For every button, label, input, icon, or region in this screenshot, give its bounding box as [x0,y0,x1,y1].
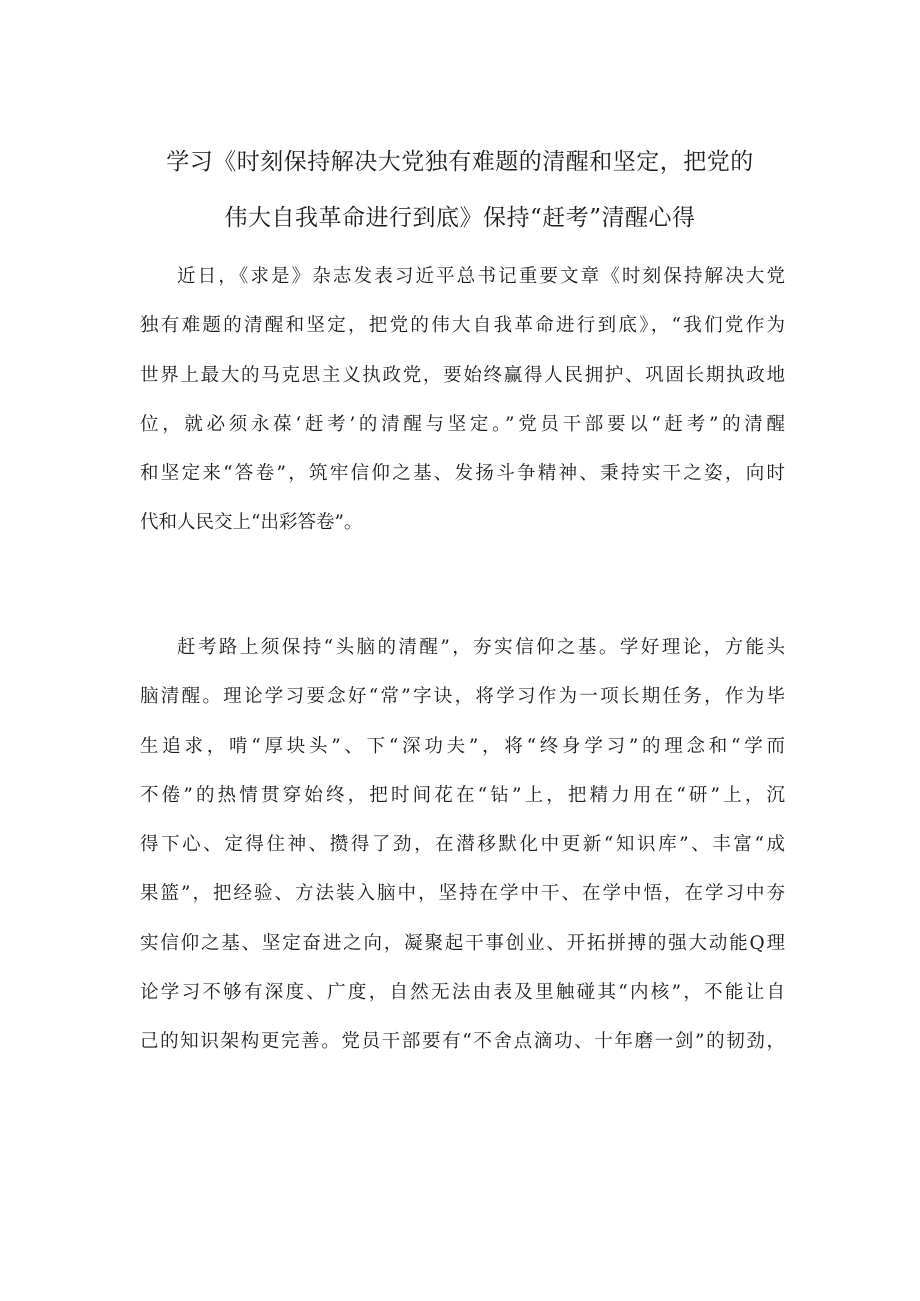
paragraph-1 [140,252,785,548]
paragraph-line: 生追求，啃“厚块头”、下“深功夫”，将“终身学习”的理念和“学而 [140,735,785,757]
paragraph-line: 脑清醒。理论学习要念好“常”字诀，将学习作为一项长期任务，作为毕 [140,686,785,708]
paragraph-line: 近日，《求是》杂志发表习近平总书记重要文章《时刻保持解决大党 [177,266,785,287]
paragraph-line: 独有难题的清醒和坚定，把党的伟大自我革命进行到底》，“我们党作为 [140,315,785,337]
paragraph-line: 和坚定来“答卷”，筑牢信仰之基、发扬斗争精神、秉持实干之姿，向时 [140,463,785,485]
paragraph-2 [140,623,785,1067]
paragraph-line: 赶考路上须保持“头脑的清醒”，夯实信仰之基。学好理论，方能头 [177,637,785,658]
paragraph-line: 实信仰之基、坚定奋进之向，凝聚起干事创业、开拓拼搏的强大动能Q理 [140,932,785,954]
document-title-line-2: 伟大自我革命进行到底》保持“赶考”清醒心得 [224,205,696,231]
paragraph-line: 己的知识架构更完善。党员干部要有“不舍点滴功、十年磨一剑”的韧劲， [140,1031,785,1053]
paragraph-line: 位，就必须永葆‘赶考’的清醒与坚定。”党员干部要以“赶考”的清醒 [140,413,785,435]
paragraph-line: 论学习不够有深度、广度，自然无法由表及里触碰其“内核”，不能让自 [140,982,785,1004]
paragraph-line: 果篮”，把经验、方法装入脑中，坚持在学中干、在学中悟，在学习中夯 [140,883,785,905]
paragraph-line: 得下心、定得住神、攒得了劲，在潜移默化中更新“知识库”、丰富“成 [140,834,785,856]
paragraph-line: 不倦”的热情贯穿始终，把时间花在“钻”上，把精力用在“研”上，沉 [140,784,785,806]
paragraph-line: 代和人民交上“出彩答卷”。 [140,512,363,534]
document-title-line-1: 学习《时刻保持解决大党独有难题的清醒和坚定，把党的 [166,149,754,175]
paragraph-line: 世界上最大的马克思主义执政党，要始终赢得人民拥护、巩固长期执政地 [140,364,785,386]
